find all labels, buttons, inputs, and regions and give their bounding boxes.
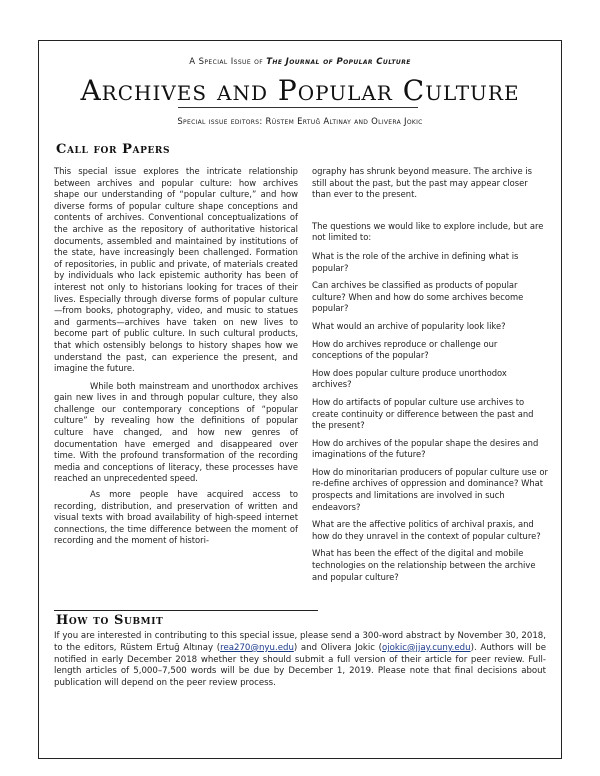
question-item: What is the role of the archive in defining what is popular? — [312, 250, 519, 273]
question-item: Can archives be classified as products of popular culture? When and how do some archives become popular? — [312, 280, 524, 314]
call-for-papers-heading: Call for Papers — [56, 142, 171, 157]
right-column — [312, 166, 548, 589]
title-rule — [178, 107, 418, 108]
section-divider — [54, 610, 318, 611]
journal-supertitle — [38, 57, 562, 67]
intro-paragraph: This special issue explores the intricate relationship between archives and popular culture: how archives shape our understanding of “popular culture,” and how diverse forms of popular culture shape conceptions and contents of archives. Conventional conceptualizations of the archive as the repository of authoritative historical documents, assembled and maintained by institutions of the state, have increasingly been challenged. Formation of repositories, in public and private, of materials created by individuals who lack epistemic authority has been of interest not only to historians looking for traces of their lives. Especially through diverse forms of popular culture—from books, photography, video, and music to statues and garments—archives have taken on new lives to become part of public culture. In such cultural products, that which ostensibly belongs to history shapes how we understand the past, can experience the present, and imagine the future. — [54, 166, 298, 374]
editors-line: Special issue editors: Rüstem Ertuğ Altınay and Olivera Jokic — [177, 117, 423, 127]
question-item: What would an archive of popularity look like? — [312, 320, 506, 331]
submission-paragraph — [54, 631, 546, 690]
submit-text-part: ) and Olivera Jokic ( — [293, 642, 382, 653]
second-paragraph: While both mainstream and unorthodox archives gain new lives in and through popular culture, they also challenge our contemporary conceptions of “popular culture” by revealing how the definitions of popular culture have changed, and how new genres of documentation have emerged and disappeared over time. With the profound transformation of the recording media and conceptions of literacy, these processes have reached an unprecedented speed. — [54, 380, 298, 484]
question-item: How do artifacts of popular culture use archives to create continuity or difference between the past and the present? — [312, 396, 534, 431]
questions-intro: The questions we would like to explore include, but are not limited to: — [312, 220, 544, 243]
editor-email-link[interactable]: ojokic@jjay.cuny.edu — [381, 642, 471, 653]
submit-text-part: ). Authors will be notified in early December 2018 whether they should submit a full version of their article for peer review. Full-length articles of 5,000–7,500 words will be due by December 1, 2019. Please note that final decisions about publication will depend on the peer review process. — [54, 642, 546, 689]
page-title: Archives and Popular Culture — [80, 74, 520, 107]
submit-text-part: If you are interested in contributing to this special issue, please send a 300-word abstract by November 30, 2018, to the editors, Rüstem Ertuğ Altınay ( — [54, 631, 546, 653]
how-to-submit-heading: How to Submit — [56, 613, 164, 628]
question-item: What are the affective politics of archival praxis, and how do they unravel in the context of popular culture? — [312, 519, 541, 541]
question-item: How do archives reproduce or challenge our conceptions of the popular? — [312, 338, 498, 361]
third-paragraph: As more people have acquired access to recording, distribution, and preservation of written and visual texts with broad availability of high-speed internet connections, the time difference between the moment of recording and the moment of histori- — [54, 489, 298, 546]
journal-name: The Journal of Popular Culture — [266, 57, 411, 67]
question-item: How do archives of the popular shape the desires and imaginations of the future? — [312, 437, 539, 460]
question-item: What has been the effect of the digital and mobile technologies on the relationship between the archive and popular culture? — [312, 548, 536, 582]
question-item: How does popular culture produce unorthodox archives? — [312, 367, 507, 390]
supertitle-prefix: A Special Issue of — [189, 57, 267, 67]
editor-email-link[interactable]: rea270@nyu.edu — [220, 642, 294, 653]
continued-paragraph: ography has shrunk beyond measure. The archive is still about the past, but the past may appear closer than ever to the present. — [312, 166, 532, 200]
left-column — [54, 166, 298, 547]
question-item: How do minoritarian producers of popular culture use or re-define archives of oppression and dominance? What prospects and limitations are involved in such endeavors? — [312, 466, 548, 512]
